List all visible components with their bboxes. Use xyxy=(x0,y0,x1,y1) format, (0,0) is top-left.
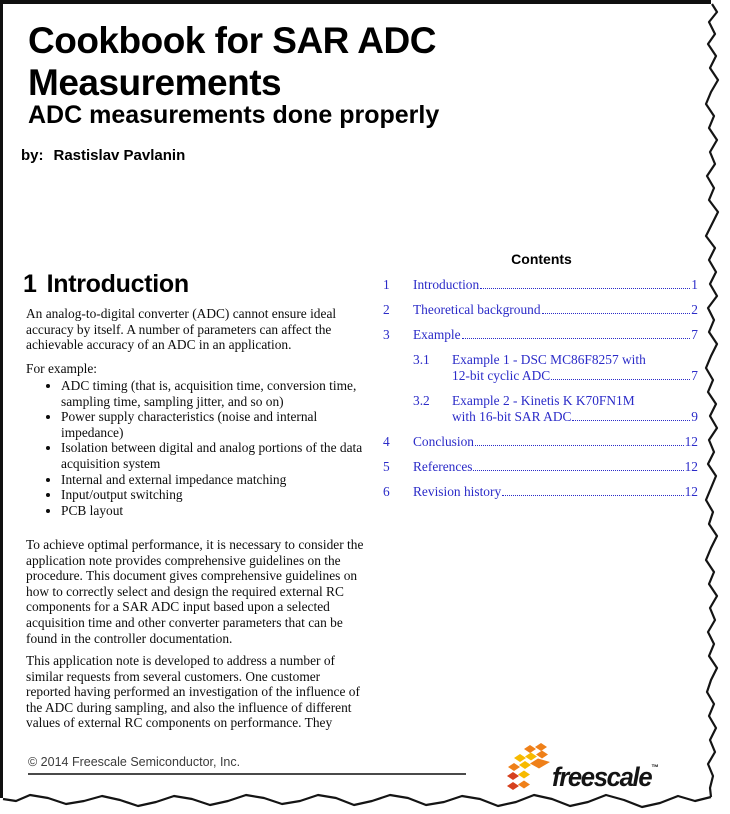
toc-title: Example xyxy=(413,327,461,342)
toc-page-number: 12 xyxy=(684,434,698,449)
toc-title: Theoretical background xyxy=(413,302,541,317)
section-title: Introduction xyxy=(46,270,189,298)
example-bullet-list xyxy=(26,378,364,518)
toc-entry-revision-history[interactable] xyxy=(383,484,698,500)
toc-title: Revision history xyxy=(413,484,502,499)
toc-dot-leader xyxy=(480,288,690,289)
freescale-logo-icon xyxy=(506,743,550,797)
toc-entry-example[interactable] xyxy=(383,327,698,343)
toc-title: Conclusion xyxy=(413,434,475,449)
section-number: 1 xyxy=(23,270,37,298)
toc-number: 3.2 xyxy=(413,393,430,408)
toc-page-number: 7 xyxy=(691,368,698,383)
intro-paragraph-2: To achieve optimal performance, it is necessary to consider the application note provides comprehensive guidelines on the procedure. This document gives comprehensive guidelines on how to correctly select and design the required external RC components for a SAR ADC input based upon a selected acquisition time and other converter parameters that can be found in the controller documentation. xyxy=(26,537,364,646)
toc-dot-leader xyxy=(551,379,690,380)
toc-page-number: 2 xyxy=(691,302,698,317)
toc-title: Introduction xyxy=(413,277,480,292)
toc-number: 3 xyxy=(383,327,390,342)
toc-number: 5 xyxy=(383,459,390,474)
intro-paragraph-3: This application note is developed to address a number of similar requests from several customers. One customer reported having performed an investigation of the influence of the ADC during sampling, and also the influence of different values of external RC components on performance. They xyxy=(26,653,360,731)
toc-entry-example-1[interactable] xyxy=(383,352,698,384)
toc-page-number: 12 xyxy=(684,484,698,499)
bullet-item: • Power supply characteristics (noise and internal impedance) xyxy=(61,409,364,440)
toc-title-line2: 12-bit cyclic ADC xyxy=(452,368,551,383)
document-title: Cookbook for SAR ADC Measurements xyxy=(28,20,436,103)
toc-dot-leader xyxy=(473,470,683,471)
toc-dot-leader xyxy=(572,420,690,421)
toc-entry-example-2[interactable] xyxy=(383,393,698,425)
toc-page-number: 1 xyxy=(691,277,698,292)
byline-label: by: xyxy=(21,147,44,164)
toc-number: 4 xyxy=(383,434,390,449)
toc-title: References xyxy=(413,459,473,474)
toc-page-number: 9 xyxy=(691,409,698,424)
toc-number: 3.1 xyxy=(413,352,430,367)
bullet-item: • PCB layout xyxy=(61,503,364,519)
copyright-notice: © 2014 Freescale Semiconductor, Inc. xyxy=(28,755,241,769)
toc-title-line1: Example 2 - Kinetis K K70FN1M xyxy=(452,393,635,408)
toc-number: 1 xyxy=(383,277,390,292)
toc-title-line2: with 16-bit SAR ADC xyxy=(452,409,572,424)
document-subtitle: ADC measurements done properly xyxy=(28,101,440,129)
freescale-wordmark: freescale™ xyxy=(552,762,659,792)
toc-page-number: 12 xyxy=(684,459,698,474)
for-example-label: For example: xyxy=(26,361,98,376)
trademark-symbol: ™ xyxy=(651,763,659,772)
section-heading-introduction xyxy=(23,270,189,299)
toc-page-number: 7 xyxy=(691,327,698,342)
toc-entry-conclusion[interactable] xyxy=(383,434,698,450)
toc-number: 6 xyxy=(383,484,390,499)
toc-number: 2 xyxy=(383,302,390,317)
toc-dot-leader xyxy=(475,445,684,446)
bullet-item: • ADC timing (that is, acquisition time, conversion time, sampling time, sampling jitter, and so on) xyxy=(61,378,364,409)
byline xyxy=(21,147,185,164)
toc-entry-introduction[interactable] xyxy=(383,277,698,293)
toc-dot-leader xyxy=(542,313,691,314)
freescale-logo xyxy=(506,743,665,797)
bullet-item: • Input/output switching xyxy=(61,487,364,503)
author-name: Rastislav Pavlanin xyxy=(53,147,186,164)
intro-paragraph-1: An analog-to-digital converter (ADC) cannot ensure ideal accuracy by itself. A number of parameters can affect the achievable accuracy of an ADC in an application. xyxy=(26,306,337,353)
bullet-item: • Internal and external impedance matching xyxy=(61,472,364,488)
toc-dot-leader xyxy=(462,338,691,339)
toc-entry-references[interactable] xyxy=(383,459,698,475)
bullet-item: • Isolation between digital and analog portions of the data acquisition system xyxy=(61,440,364,471)
toc-dot-leader xyxy=(502,495,683,496)
table-of-contents xyxy=(383,277,698,509)
toc-title-line1: Example 1 - DSC MC86F8257 with xyxy=(452,352,646,367)
toc-entry-theoretical-background[interactable] xyxy=(383,302,698,318)
footer-divider xyxy=(28,773,466,775)
contents-heading: Contents xyxy=(511,251,572,267)
